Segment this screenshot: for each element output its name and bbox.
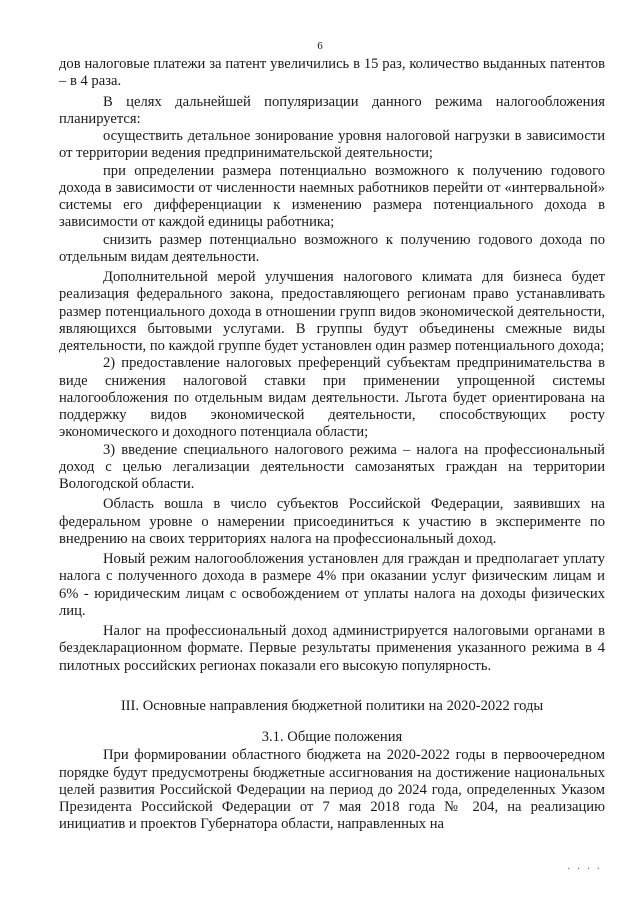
list-item-zoning: осуществить детальное зонирование уровня налоговой нагрузки в зависимости от территории ведения предпринимательской деятельности; [59,128,605,162]
page-number: 6 [317,40,323,52]
subsection-heading: 3.1. Общие положения [261,729,403,745]
list-item-reduce-income: снизить размер потенциально возможного к получению годового дохода по отдельным видам деятельности. [59,231,605,265]
paragraph-intro: В целях дальнейшей популяризации данного режима налогообложения планируется: [59,93,605,127]
scan-mark: · · · · [567,864,602,875]
paragraph-administration: Налог на профессиональный доход администрируется налоговыми органами в бездекларационном формате. Первые результаты применения указанного режима в 4 пилотных российских регионах показали его высокую популярность. [59,623,605,674]
paragraph-new-regime: Новый режим налогообложения установлен для граждан и предполагает уплату налога с полученного дохода в размере 4% при оказании услуг физическим лицам и 6% - юридическим лицам с освобождением от уплаты налога на доходы физических лиц. [59,551,605,619]
paragraph-continuation: дов налоговые платежи за патент увеличились в 15 раз, количество выданных патентов – в 4 раза. [59,56,605,90]
list-item-income-differentiation: при определении размера потенциально возможного к получению годового дохода в зависимости от численности наемных работников перейти от «интервальной» системы его дифференциации к изменению размера потенциального дохода в зависимости от каждой единицы работника; [59,162,605,231]
paragraph-experiment: Область вошла в число субъектов Российской Федерации, заявивших на федеральном уровне о намерении присоединиться к участию в эксперименте по внедрению на своих территориях налога на профессиональный доход. [59,496,605,547]
list-item-tax-preferences: 2) предоставление налоговых преференций субъектам предпринимательства в виде снижения налоговой ставки при применении упрощенной системы налогообложения по отдельным видам деятельности. Льгота будет ориентирована на поддержку видов экономической деятельности, способствующих росту экономического и доходного потенциала области; [59,355,605,441]
section-heading: III. Основные направления бюджетной политики на 2020-2022 годы [120,697,544,714]
paragraph-budget-formation: При формировании областного бюджета на 2020-2022 годы в первоочередном порядке будут предусмотрены бюджетные ассигнования на достижение национальных целей развития Российской Федерации на период до 2024 года, определенных Указом Президента Российской Федерации от 7 мая 2018 года № 204, на реализацию инициатив и проектов Губернатора области, направленных на [59,747,605,833]
list-item-professional-income-tax: 3) введение специального налогового режима – налога на профессиональный доход с целью легализации деятельности самозанятых граждан на территории Вологодской области. [59,441,605,492]
document-body [59,56,605,834]
paragraph-federal-law: Дополнительной мерой улучшения налогового климата для бизнеса будет реализация федерального закона, предоставляющего регионам право устанавливать размер потенциального дохода в отношении групп видов экономической деятельности, являющихся бытовыми услугами. В группы будут объединены смежные виды деятельности, по каждой группе будет установлен один размер потенциального дохода; [59,269,605,354]
